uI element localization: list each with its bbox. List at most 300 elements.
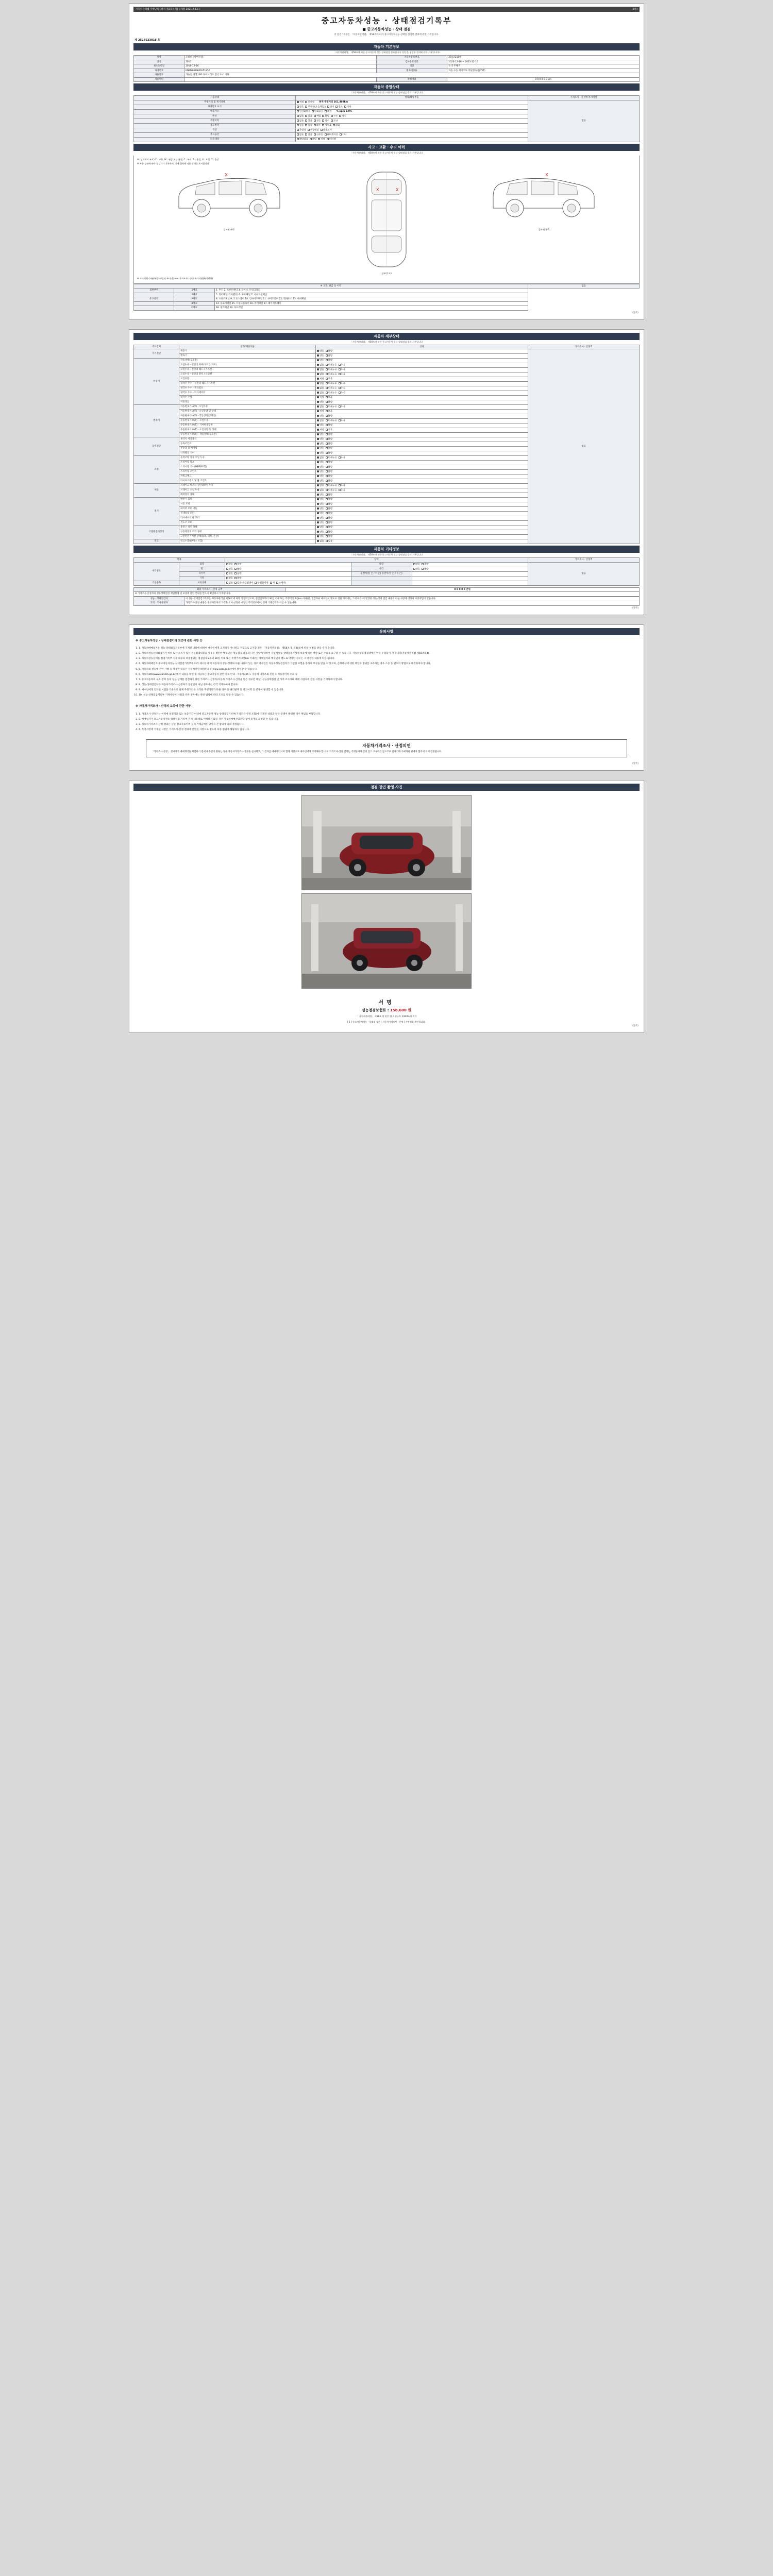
checkbox[interactable] [310,138,312,140]
checkbox[interactable] [326,419,328,421]
checkbox[interactable] [317,531,319,533]
checkbox-option[interactable]: 있음 [326,540,332,543]
checkbox[interactable] [326,401,328,403]
checkbox-option[interactable]: 해당 [310,138,316,141]
checkbox-option[interactable]: 양호 [413,568,420,571]
checkbox-option[interactable]: 양호 [317,466,324,469]
checkbox-option[interactable]: 매연 [325,110,331,113]
checkbox[interactable] [226,568,228,570]
checkbox-option[interactable]: 미세누유 [326,373,337,376]
checkbox-option[interactable]: 미세누유 [326,419,337,422]
checkbox-option[interactable]: 누유 [339,405,345,409]
checkbox[interactable] [317,368,319,370]
checkbox-option[interactable]: 기타 [340,133,346,137]
checkbox[interactable] [305,101,307,103]
checkbox[interactable] [331,120,333,122]
checkbox-option[interactable]: 불량 [326,350,332,353]
checkbox-option[interactable]: 양호 [317,498,324,501]
checkbox-option[interactable]: 없음 [317,392,324,395]
checkbox[interactable] [317,429,319,431]
checkbox-option[interactable]: 장치 [339,115,346,118]
checkbox[interactable] [317,540,319,542]
checkbox-option[interactable]: 없음 [297,124,304,127]
checkbox-option[interactable]: 불량 [326,466,332,469]
checkbox-option[interactable]: 불량 [326,447,332,450]
checkbox-option[interactable]: 불량 [326,443,332,446]
checkbox[interactable] [297,115,299,117]
checkbox-option[interactable]: 양호 [317,452,324,455]
checkbox[interactable] [326,433,328,435]
checkbox[interactable] [317,410,319,412]
checkbox[interactable] [325,133,327,135]
checkbox-option[interactable]: 불량 [326,433,332,436]
checkbox[interactable] [326,378,328,380]
checkbox-option[interactable]: 없음 [317,382,324,385]
checkbox-option[interactable]: 양호 [317,359,324,362]
checkbox[interactable] [326,447,328,449]
checkbox[interactable] [317,447,319,449]
checkbox[interactable] [326,392,328,394]
checkbox-option[interactable]: 누수 [339,382,345,385]
checkbox-option[interactable]: 부적정 [305,101,314,104]
checkbox-option[interactable]: 미세누유 [326,405,337,409]
checkbox-option[interactable]: 없음 [317,456,324,460]
checkbox[interactable] [322,120,324,122]
checkbox[interactable] [339,364,341,366]
checkbox-option[interactable]: 양호 [317,424,324,427]
checkbox-option[interactable]: 양호 [317,354,324,358]
checkbox[interactable] [327,106,329,108]
checkbox-option[interactable]: 도난 [331,120,338,123]
checkbox-option[interactable]: 양호 [317,433,324,436]
checkbox[interactable] [326,382,328,384]
checkbox[interactable] [413,563,415,565]
checkbox-option[interactable]: 없음 [297,115,304,118]
checkbox[interactable] [326,364,328,366]
checkbox-option[interactable]: 있음 [305,120,312,123]
checkbox[interactable] [325,110,327,112]
checkbox-option[interactable]: 구조 [331,115,338,118]
checkbox-option[interactable]: 양호 [317,443,324,446]
checkbox[interactable] [317,521,319,523]
checkbox[interactable] [339,405,341,408]
checkbox-option[interactable]: 누수 [339,392,345,395]
checkbox[interactable] [226,563,228,565]
checkbox[interactable] [317,480,319,482]
checkbox-option[interactable]: 무변경 [297,129,306,132]
checkbox-option[interactable]: 선루프 [314,133,323,137]
checkbox-option[interactable]: 렌트 [314,124,321,127]
checkbox[interactable] [314,133,316,135]
checkbox[interactable] [326,438,328,440]
checkbox[interactable] [305,120,307,122]
checkbox[interactable] [326,368,328,370]
checkbox-option[interactable]: 미세누유 [326,368,337,371]
checkbox[interactable] [317,494,319,496]
checkbox[interactable] [326,429,328,431]
checkbox[interactable] [326,480,328,482]
checkbox[interactable] [317,503,319,505]
checkbox-option[interactable]: 적정 [317,378,324,381]
checkbox[interactable] [308,129,310,131]
checkbox-option[interactable]: 양호 [317,531,324,534]
checkbox[interactable] [339,489,341,491]
checkbox-option[interactable]: 누유 [339,419,345,422]
checkbox-option[interactable]: 불량 [326,526,332,529]
checkbox[interactable] [326,521,328,523]
checkbox[interactable] [326,498,328,500]
checkbox[interactable] [297,120,299,122]
checkbox[interactable] [326,456,328,459]
checkbox-option[interactable]: 미세누유 [326,364,337,367]
checkbox-option[interactable]: 전체도색 [321,129,332,132]
checkbox[interactable] [339,387,341,389]
checkbox[interactable] [326,517,328,519]
checkbox[interactable] [326,526,328,528]
checkbox[interactable] [317,396,319,398]
checkbox[interactable] [317,392,319,394]
checkbox[interactable] [317,498,319,500]
checkbox-option[interactable]: 불량 [326,438,332,441]
checkbox[interactable] [317,452,319,454]
checkbox-option[interactable]: 양호 [226,577,233,580]
checkbox-option[interactable]: 양호 [297,106,304,109]
checkbox[interactable] [317,466,319,468]
checkbox[interactable] [326,475,328,477]
checkbox[interactable] [317,475,319,477]
checkbox-option[interactable]: 양호 [413,563,420,566]
checkbox-option[interactable]: 양호 [317,470,324,473]
checkbox-option[interactable]: 없음 [317,540,324,543]
checkbox[interactable] [317,489,319,491]
checkbox-option[interactable]: 양호 [317,480,324,483]
checkbox[interactable] [317,456,319,459]
checkbox[interactable] [317,419,319,421]
checkbox[interactable] [326,373,328,375]
checkbox[interactable] [339,484,341,486]
checkbox[interactable] [322,115,324,117]
checkbox-option[interactable]: 있음 [305,115,312,118]
checkbox-option[interactable]: 없음 [226,582,233,585]
checkbox[interactable] [326,494,328,496]
checkbox-option[interactable]: 양호 [317,535,324,538]
checkbox-option[interactable]: 불량 [326,531,332,534]
checkbox-option[interactable]: 불량 [234,568,241,571]
checkbox-option[interactable]: 누유 [339,364,345,367]
checkbox-option[interactable]: 기타 [344,106,351,109]
checkbox[interactable] [326,507,328,510]
checkbox[interactable] [326,359,328,361]
checkbox[interactable] [234,572,237,574]
checkbox-option[interactable]: 불량 [326,507,332,511]
checkbox[interactable] [413,568,415,570]
checkbox-option[interactable]: 상이 [327,106,334,109]
checkbox-option[interactable]: 양호 [226,563,233,566]
checkbox[interactable] [317,512,319,514]
checkbox-option[interactable]: 미세누수 [326,382,337,385]
checkbox[interactable] [326,405,328,408]
checkbox-option[interactable]: 불량 [422,568,428,571]
checkbox[interactable] [276,582,278,584]
checkbox[interactable] [326,470,328,472]
checkbox-option[interactable]: 영업용 [322,124,331,127]
checkbox-option[interactable]: 해당없음 [297,138,308,141]
checkbox-option[interactable]: 누수 [339,387,345,390]
checkbox-option[interactable]: 미이행 [327,138,336,141]
checkbox[interactable] [305,124,307,126]
checkbox[interactable] [422,563,424,565]
checkbox-option[interactable]: 없음 [317,387,324,390]
checkbox-option[interactable]: 미세누수 [326,387,337,390]
checkbox[interactable] [326,512,328,514]
checkbox-option[interactable]: 탄화수소 [312,110,323,113]
checkbox[interactable] [326,489,328,491]
checkbox[interactable] [317,484,319,486]
checkbox-option[interactable]: 부족 [326,396,332,399]
checkbox-option[interactable]: 양호 [317,350,324,353]
checkbox-option[interactable]: 불량 [326,470,332,473]
checkbox-option[interactable]: 불량 [326,535,332,538]
checkbox[interactable] [422,568,424,570]
checkbox-option[interactable]: 없음 [317,364,324,367]
checkbox[interactable] [297,124,299,126]
checkbox-option[interactable]: 미세누유 [326,489,337,492]
checkbox[interactable] [226,577,228,579]
checkbox[interactable] [234,577,237,579]
checkbox-option[interactable]: 불량 [326,503,332,506]
checkbox[interactable] [326,452,328,454]
checkbox-option[interactable]: 불량 [326,494,332,497]
checkbox-option[interactable]: 부족 [326,429,332,432]
checkbox-option[interactable]: 미세누수 [326,392,337,395]
checkbox[interactable] [317,401,319,403]
checkbox[interactable] [317,438,319,440]
checkbox[interactable] [317,443,319,445]
checkbox-option[interactable]: 전손 [314,120,321,123]
checkbox[interactable] [326,424,328,426]
checkbox-option[interactable]: 양호 [317,401,324,404]
checkbox[interactable] [326,531,328,533]
checkbox[interactable] [326,387,328,389]
checkbox-option[interactable]: 양호 [317,517,324,520]
checkbox-option[interactable]: 미세누유 [326,456,337,460]
checkbox-option[interactable]: 양호 [317,507,324,511]
checkbox-option[interactable]: 없음 [317,489,324,492]
checkbox[interactable] [297,110,299,112]
checkbox[interactable] [326,396,328,398]
checkbox-option[interactable]: 양호 [226,568,233,571]
checkbox-option[interactable]: 양호 [317,494,324,497]
checkbox[interactable] [326,503,328,505]
checkbox-option[interactable]: 불량 [326,452,332,455]
checkbox-option[interactable]: 양호 [317,512,324,515]
checkbox[interactable] [326,540,328,542]
checkbox-option[interactable]: 없음 [317,405,324,409]
checkbox-option[interactable]: 없음 [317,373,324,376]
checkbox-option[interactable]: 관용 [333,124,340,127]
checkbox[interactable] [326,410,328,412]
checkbox-option[interactable]: 적정 [297,101,304,104]
checkbox-option[interactable]: 누유 [339,373,345,376]
checkbox[interactable] [326,443,328,445]
checkbox[interactable] [326,484,328,486]
checkbox-option[interactable]: 있음 [305,124,312,127]
checkbox[interactable] [317,382,319,384]
checkbox[interactable] [344,106,346,108]
checkbox-option[interactable]: 불량 [326,498,332,501]
checkbox[interactable] [317,350,319,352]
checkbox[interactable] [234,582,237,584]
checkbox[interactable] [305,115,307,117]
checkbox-option[interactable]: 적정 [317,396,324,399]
checkbox-option[interactable]: 누유 [339,368,345,371]
checkbox[interactable] [339,382,341,384]
checkbox[interactable] [317,378,319,380]
checkbox-option[interactable]: 불량 [234,572,241,575]
checkbox[interactable] [340,133,342,135]
checkbox[interactable] [255,582,257,584]
checkbox-option[interactable]: 미세누유 [326,484,337,487]
checkbox[interactable] [305,133,307,135]
checkbox-option[interactable]: 불량 [326,512,332,515]
checkbox-option[interactable]: 내비게이션 [325,133,338,137]
checkbox[interactable] [226,582,228,584]
checkbox[interactable] [326,350,328,352]
checkbox-option[interactable]: 없음 [297,133,304,137]
checkbox-option[interactable]: 양호 [317,503,324,506]
checkbox-option[interactable]: 불량 [326,354,332,358]
checkbox-option[interactable]: 적정 [317,429,324,432]
checkbox-option[interactable]: 불량 [326,475,332,478]
checkbox[interactable] [297,133,299,135]
checkbox[interactable] [270,582,272,584]
checkbox[interactable] [297,106,299,108]
checkbox[interactable] [333,124,335,126]
checkbox[interactable] [321,129,323,131]
checkbox[interactable] [317,415,319,417]
checkbox[interactable] [314,124,316,126]
checkbox[interactable] [317,507,319,510]
checkbox-option[interactable]: 없음 [317,419,324,422]
checkbox[interactable] [317,470,319,472]
checkbox-option[interactable]: 불량 [326,415,332,418]
checkbox[interactable] [326,461,328,463]
checkbox[interactable] [335,106,338,108]
checkbox-option[interactable]: 누유 [339,456,345,460]
checkbox-option[interactable]: 적정 [317,410,324,413]
checkbox-option[interactable]: 양호 [317,415,324,418]
checkbox-option[interactable]: 이행 [318,138,325,141]
checkbox-option[interactable]: 색상변경 [308,129,319,132]
checkbox[interactable] [327,138,329,140]
checkbox-option[interactable]: 없음 [317,368,324,371]
checkbox-option[interactable]: 스패너) [276,582,286,585]
checkbox-option[interactable]: 불량 [326,424,332,427]
checkbox-option[interactable]: 잭 [270,582,275,585]
checkbox-option[interactable]: 부족 [326,410,332,413]
checkbox-option[interactable]: 일산화탄소 [297,110,310,113]
checkbox[interactable] [322,124,324,126]
checkbox[interactable] [297,138,299,140]
checkbox[interactable] [317,535,319,537]
checkbox-option[interactable]: 적법 [314,115,321,118]
checkbox[interactable] [305,106,307,108]
checkbox-option[interactable]: 있음 [305,133,312,137]
checkbox-option[interactable]: 양호 [317,447,324,450]
checkbox-option[interactable]: 양호 [317,521,324,524]
checkbox[interactable] [326,354,328,357]
checkbox[interactable] [326,466,328,468]
checkbox[interactable] [339,115,341,117]
checkbox[interactable] [317,461,319,463]
checkbox[interactable] [317,364,319,366]
checkbox[interactable] [317,387,319,389]
checkbox-option[interactable]: 없음 [297,120,304,123]
checkbox-option[interactable]: 양호 [317,526,324,529]
checkbox[interactable] [331,115,333,117]
checkbox[interactable] [226,572,228,574]
checkbox[interactable] [234,563,237,565]
checkbox-option[interactable]: 불량 [326,359,332,362]
checkbox[interactable] [317,433,319,435]
checkbox-option[interactable]: 양호 [317,475,324,478]
checkbox[interactable] [317,517,319,519]
checkbox-option[interactable]: 부적정(오손/훼손) [305,106,326,109]
checkbox[interactable] [339,373,341,375]
checkbox-option[interactable]: 변조 [335,106,342,109]
checkbox-option[interactable]: 누유 [339,484,345,487]
checkbox-option[interactable]: 불량 [326,480,332,483]
checkbox[interactable] [318,138,320,140]
checkbox-option[interactable]: 불량 [326,461,332,464]
checkbox[interactable] [234,568,237,570]
checkbox[interactable] [326,415,328,417]
checkbox[interactable] [326,535,328,537]
checkbox[interactable] [317,526,319,528]
checkbox[interactable] [314,120,316,122]
checkbox[interactable] [317,424,319,426]
checkbox[interactable] [339,368,341,370]
checkbox[interactable] [339,419,341,421]
checkbox[interactable] [297,129,299,131]
checkbox-option[interactable]: 있음(취급설명서 [234,582,253,585]
checkbox-option[interactable]: 양호 [317,461,324,464]
checkbox-option[interactable]: 불량 [326,517,332,520]
checkbox[interactable] [312,110,314,112]
checkbox[interactable] [297,101,299,103]
checkbox[interactable] [317,359,319,361]
checkbox[interactable] [314,115,316,117]
checkbox-option[interactable]: 불법 [322,115,329,118]
checkbox[interactable] [339,392,341,394]
checkbox-option[interactable]: 불량 [422,563,428,566]
checkbox[interactable] [339,456,341,459]
checkbox-option[interactable]: 양호 [317,438,324,441]
checkbox[interactable] [317,373,319,375]
checkbox-option[interactable]: 안전삼각대 [255,582,268,585]
checkbox-option[interactable]: 불량 [234,577,241,580]
checkbox-option[interactable]: 부족 [326,378,332,381]
checkbox-option[interactable]: 없음 [317,484,324,487]
checkbox[interactable] [317,405,319,408]
checkbox-option[interactable]: 양호 [226,572,233,575]
checkbox[interactable] [317,354,319,357]
checkbox-option[interactable]: 불량 [234,563,241,566]
checkbox-option[interactable]: 누유 [339,489,345,492]
checkbox-option[interactable]: 침수 [322,120,329,123]
checkbox-option[interactable]: 불량 [326,401,332,404]
checkbox-option[interactable]: 불량 [326,521,332,524]
